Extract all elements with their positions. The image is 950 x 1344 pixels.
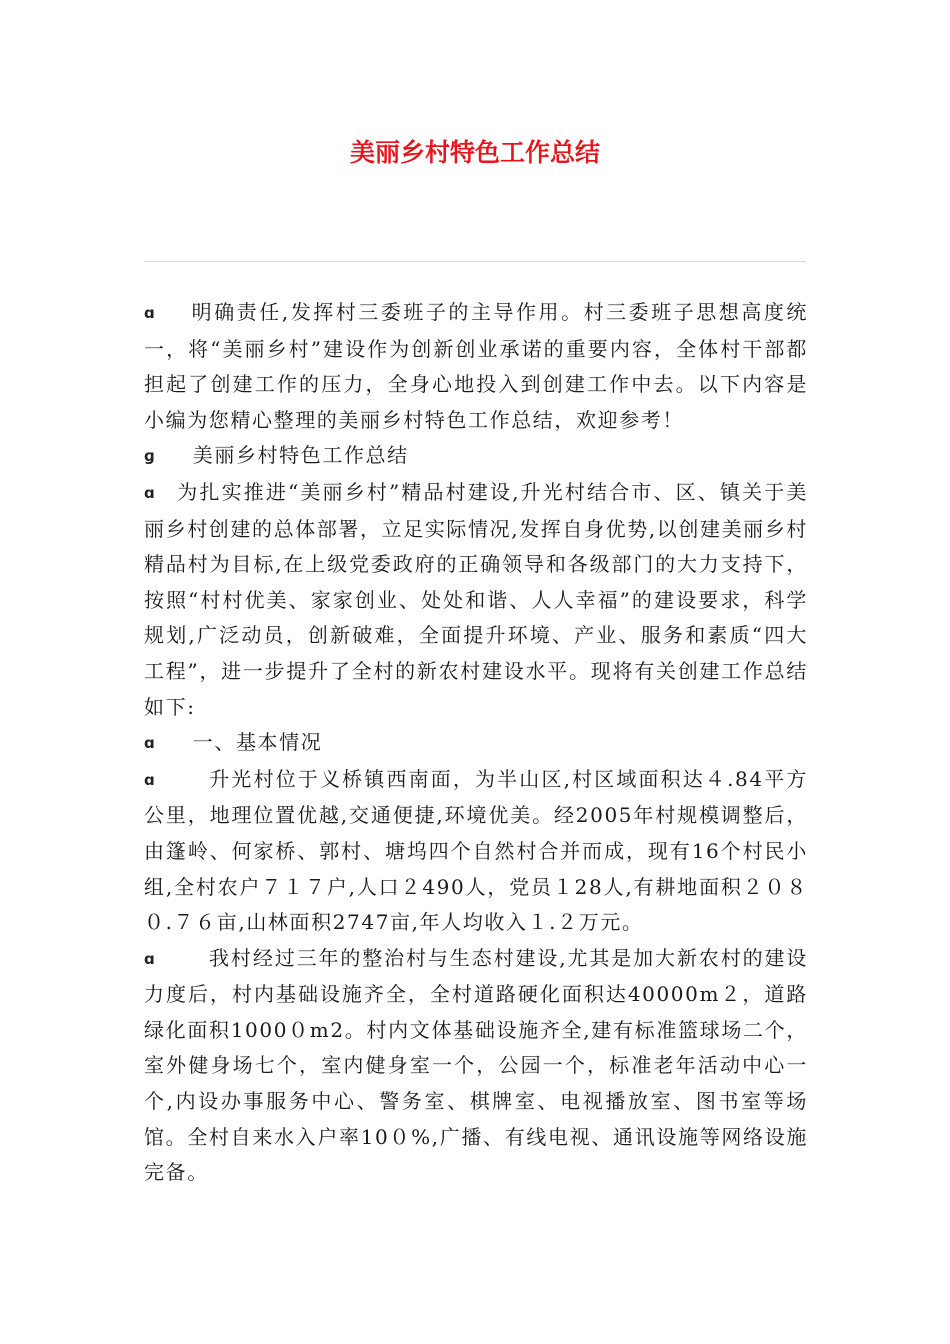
title-divider bbox=[144, 261, 806, 262]
paragraph-overview bbox=[144, 475, 808, 725]
paragraph-text: 一、基本情况 bbox=[192, 730, 323, 755]
paragraph-infrastructure bbox=[144, 941, 808, 1191]
paragraph-marker: ɡ bbox=[144, 447, 155, 466]
paragraph-text: 我村经过三年的整治村与生态村建设,尤其是加大新农村的建设力度后，村内基础设施齐全，全村道路硬化面积达40000m２，道路绿化面积1000０m2。村内文体基础设施齐全,建有标准篮球场二个，室外健身场七个，室内健身室一个，公园一个，标准老年活动中心一个,内设办事服务中心、警务室、棋牌室、电视播放室、图书室等场馆。全村自来水入户率10０%,广播、有线电视、通讯设施等网络设施完备。 bbox=[144, 945, 808, 1185]
paragraph-marker: ɑ bbox=[144, 483, 155, 502]
paragraph-marker: ɑ bbox=[144, 770, 155, 789]
paragraph-marker: ɑ bbox=[144, 304, 155, 322]
paragraph-text: 美丽乡村特色工作总结 bbox=[192, 443, 409, 468]
paragraph-marker: ɑ bbox=[144, 734, 155, 753]
document-title: 美丽乡村特色工作总结 bbox=[349, 138, 600, 167]
paragraph-basic-info bbox=[144, 762, 808, 941]
paragraph-intro bbox=[144, 295, 808, 438]
document-body bbox=[144, 295, 808, 1191]
paragraph-text: 明确责任,发挥村三委班子的主导作用。村三委班子思想高度统一，将“美丽乡村”建设作为创新创业承诺的重要内容，全体村干部都担起了创建工作的压力，全身心地投入到创建工作中去。以下内容是小编为您精心整理的美丽乡村特色工作总结，欢迎参考！ bbox=[144, 300, 808, 432]
paragraph-subtitle bbox=[144, 438, 808, 475]
paragraph-text: 为扎实推进“美丽乡村”精品村建设,升光村结合市、区、镇关于美丽乡村创建的总体部署，立足实际情况,发挥自身优势,以创建美丽乡村精品村为目标,在上级党委政府的正确领导和各级部门的大力支持下，按照“村村优美、家家创业、处处和谐、人人幸福”的建设要求，科学规划,广泛动员，创新破难，全面提升环境、产业、服务和素质“四大工程”，进一步提升了全村的新农村建设水平。现将有关创建工作总结如下: bbox=[144, 479, 808, 719]
section-heading bbox=[144, 725, 808, 762]
paragraph-marker: ɑ bbox=[144, 949, 155, 968]
paragraph-text: 升光村位于义桥镇西南面，为半山区,村区域面积达４.84平方公里，地理位置优越,交通便捷,环境优美。经2005年村规模调整后，由篷岭、何家桥、郭村、塘坞四个自然村合并而成，现有16个村民小组,全村农户７１７户,人口２490人，党员１28人,有耕地面积２０８０.７６亩,山林面积2747亩,年人均收入１.２万元。 bbox=[144, 766, 808, 935]
